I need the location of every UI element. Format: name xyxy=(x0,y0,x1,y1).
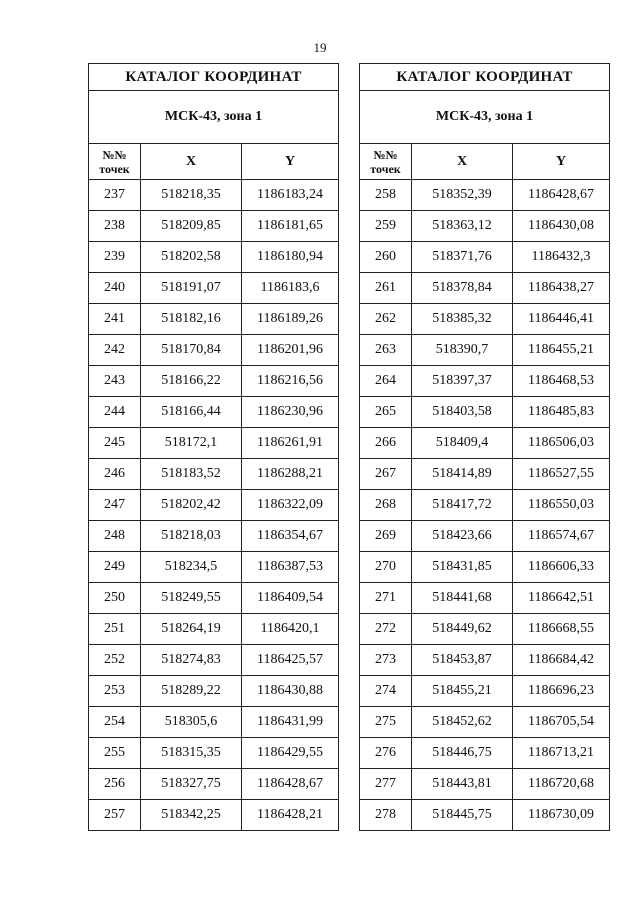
table-row xyxy=(360,521,610,552)
cell-y: 1186230,96 xyxy=(242,397,339,428)
table-row xyxy=(89,242,339,273)
cell-y: 1186288,21 xyxy=(242,459,339,490)
cell-point-number: 256 xyxy=(89,769,141,800)
cell-x: 518352,39 xyxy=(412,180,513,211)
cell-x: 518182,16 xyxy=(141,304,242,335)
table-row xyxy=(89,738,339,769)
cell-point-number: 261 xyxy=(360,273,412,304)
cell-x: 518218,35 xyxy=(141,180,242,211)
table-row xyxy=(89,676,339,707)
cell-point-number: 263 xyxy=(360,335,412,366)
cell-x: 518371,76 xyxy=(412,242,513,273)
cell-y: 1186446,41 xyxy=(513,304,610,335)
cell-y: 1186216,56 xyxy=(242,366,339,397)
cell-x: 518414,89 xyxy=(412,459,513,490)
cell-point-number: 273 xyxy=(360,645,412,676)
cell-y: 1186387,53 xyxy=(242,552,339,583)
cell-point-number: 258 xyxy=(360,180,412,211)
cell-point-number: 265 xyxy=(360,397,412,428)
cell-point-number: 249 xyxy=(89,552,141,583)
cell-point-number: 241 xyxy=(89,304,141,335)
column-header-x: X xyxy=(141,144,242,180)
table-row xyxy=(360,707,610,738)
table-row xyxy=(89,552,339,583)
cell-x: 518202,58 xyxy=(141,242,242,273)
cell-y: 1186430,08 xyxy=(513,211,610,242)
page-number: 19 xyxy=(313,40,327,55)
table-row xyxy=(360,583,610,614)
cell-x: 518455,21 xyxy=(412,676,513,707)
table-row xyxy=(89,769,339,800)
table-row xyxy=(89,800,339,831)
cell-point-number: 237 xyxy=(89,180,141,211)
cell-x: 518234,5 xyxy=(141,552,242,583)
table-row xyxy=(89,304,339,335)
cell-x: 518327,75 xyxy=(141,769,242,800)
table-row xyxy=(360,211,610,242)
cell-y: 1186468,53 xyxy=(513,366,610,397)
cell-y: 1186432,3 xyxy=(513,242,610,273)
cell-y: 1186668,55 xyxy=(513,614,610,645)
table-row xyxy=(89,397,339,428)
table-title: КАТАЛОГ КООРДИНАТ xyxy=(360,64,610,91)
cell-point-number: 278 xyxy=(360,800,412,831)
cell-y: 1186189,26 xyxy=(242,304,339,335)
cell-x: 518378,84 xyxy=(412,273,513,304)
cell-y: 1186438,27 xyxy=(513,273,610,304)
cell-point-number: 259 xyxy=(360,211,412,242)
cell-y: 1186720,68 xyxy=(513,769,610,800)
table-body xyxy=(89,180,339,831)
cell-x: 518170,84 xyxy=(141,335,242,366)
table-row xyxy=(360,800,610,831)
cell-x: 518443,81 xyxy=(412,769,513,800)
cell-x: 518449,62 xyxy=(412,614,513,645)
cell-x: 518452,62 xyxy=(412,707,513,738)
table-row xyxy=(360,614,610,645)
cell-point-number: 244 xyxy=(89,397,141,428)
cell-y: 1186180,94 xyxy=(242,242,339,273)
cell-y: 1186431,99 xyxy=(242,707,339,738)
cell-y: 1186642,51 xyxy=(513,583,610,614)
cell-point-number: 252 xyxy=(89,645,141,676)
cell-x: 518218,03 xyxy=(141,521,242,552)
table-row xyxy=(89,180,339,211)
cell-point-number: 238 xyxy=(89,211,141,242)
cell-x: 518166,22 xyxy=(141,366,242,397)
cell-x: 518390,7 xyxy=(412,335,513,366)
table-row xyxy=(89,428,339,459)
table-subtitle: МСК-43, зона 1 xyxy=(360,91,610,144)
table-row xyxy=(89,273,339,304)
column-header-y: Y xyxy=(242,144,339,180)
cell-y: 1186261,91 xyxy=(242,428,339,459)
cell-x: 518191,07 xyxy=(141,273,242,304)
cell-y: 1186428,67 xyxy=(242,769,339,800)
cell-x: 518315,35 xyxy=(141,738,242,769)
cell-point-number: 251 xyxy=(89,614,141,645)
cell-y: 1186527,55 xyxy=(513,459,610,490)
cell-y: 1186713,21 xyxy=(513,738,610,769)
cell-y: 1186183,6 xyxy=(242,273,339,304)
cell-x: 518445,75 xyxy=(412,800,513,831)
cell-y: 1186550,03 xyxy=(513,490,610,521)
cell-point-number: 239 xyxy=(89,242,141,273)
cell-x: 518274,83 xyxy=(141,645,242,676)
coordinate-catalog-table-right xyxy=(359,63,610,831)
table-row xyxy=(89,707,339,738)
cell-point-number: 268 xyxy=(360,490,412,521)
cell-point-number: 275 xyxy=(360,707,412,738)
table-subtitle: МСК-43, зона 1 xyxy=(89,91,339,144)
table-row xyxy=(360,304,610,335)
cell-point-number: 250 xyxy=(89,583,141,614)
cell-y: 1186455,21 xyxy=(513,335,610,366)
cell-x: 518183,52 xyxy=(141,459,242,490)
cell-point-number: 270 xyxy=(360,552,412,583)
cell-x: 518446,75 xyxy=(412,738,513,769)
table-row xyxy=(360,242,610,273)
column-header-y: Y xyxy=(513,144,610,180)
table-row xyxy=(360,335,610,366)
cell-point-number: 262 xyxy=(360,304,412,335)
cell-point-number: 253 xyxy=(89,676,141,707)
cell-y: 1186684,42 xyxy=(513,645,610,676)
table-row xyxy=(89,583,339,614)
table-row xyxy=(89,459,339,490)
table-row xyxy=(89,335,339,366)
column-header-x: X xyxy=(412,144,513,180)
cell-x: 518305,6 xyxy=(141,707,242,738)
table-row xyxy=(360,428,610,459)
cell-x: 518385,32 xyxy=(412,304,513,335)
cell-y: 1186730,09 xyxy=(513,800,610,831)
cell-x: 518209,85 xyxy=(141,211,242,242)
cell-x: 518397,37 xyxy=(412,366,513,397)
cell-point-number: 257 xyxy=(89,800,141,831)
table-row xyxy=(360,552,610,583)
cell-point-number: 266 xyxy=(360,428,412,459)
cell-y: 1186201,96 xyxy=(242,335,339,366)
cell-point-number: 246 xyxy=(89,459,141,490)
cell-x: 518417,72 xyxy=(412,490,513,521)
cell-x: 518289,22 xyxy=(141,676,242,707)
cell-point-number: 272 xyxy=(360,614,412,645)
cell-x: 518264,19 xyxy=(141,614,242,645)
cell-x: 518202,42 xyxy=(141,490,242,521)
cell-y: 1186428,67 xyxy=(513,180,610,211)
cell-point-number: 255 xyxy=(89,738,141,769)
table-row xyxy=(89,645,339,676)
table-title: КАТАЛОГ КООРДИНАТ xyxy=(89,64,339,91)
cell-y: 1186425,57 xyxy=(242,645,339,676)
cell-y: 1186183,24 xyxy=(242,180,339,211)
cell-point-number: 269 xyxy=(360,521,412,552)
cell-point-number: 276 xyxy=(360,738,412,769)
table-row xyxy=(89,211,339,242)
cell-y: 1186322,09 xyxy=(242,490,339,521)
cell-point-number: 242 xyxy=(89,335,141,366)
coordinate-catalog-table-left xyxy=(88,63,339,831)
cell-x: 518363,12 xyxy=(412,211,513,242)
table-row xyxy=(360,490,610,521)
cell-point-number: 243 xyxy=(89,366,141,397)
table-row xyxy=(360,273,610,304)
table-row xyxy=(89,614,339,645)
cell-point-number: 245 xyxy=(89,428,141,459)
cell-y: 1186696,23 xyxy=(513,676,610,707)
cell-x: 518431,85 xyxy=(412,552,513,583)
table-row xyxy=(360,676,610,707)
table-row xyxy=(360,738,610,769)
table-row xyxy=(89,366,339,397)
cell-point-number: 271 xyxy=(360,583,412,614)
cell-x: 518423,66 xyxy=(412,521,513,552)
cell-y: 1186485,83 xyxy=(513,397,610,428)
table-row xyxy=(360,366,610,397)
table-body xyxy=(360,180,610,831)
table-row xyxy=(89,490,339,521)
cell-point-number: 274 xyxy=(360,676,412,707)
cell-x: 518249,55 xyxy=(141,583,242,614)
cell-y: 1186354,67 xyxy=(242,521,339,552)
cell-y: 1186430,88 xyxy=(242,676,339,707)
table-row xyxy=(360,459,610,490)
cell-y: 1186705,54 xyxy=(513,707,610,738)
cell-x: 518409,4 xyxy=(412,428,513,459)
cell-x: 518172,1 xyxy=(141,428,242,459)
cell-y: 1186409,54 xyxy=(242,583,339,614)
cell-y: 1186181,65 xyxy=(242,211,339,242)
cell-point-number: 277 xyxy=(360,769,412,800)
cell-y: 1186574,67 xyxy=(513,521,610,552)
cell-point-number: 254 xyxy=(89,707,141,738)
table-row xyxy=(360,645,610,676)
cell-y: 1186429,55 xyxy=(242,738,339,769)
table-row xyxy=(360,769,610,800)
cell-point-number: 247 xyxy=(89,490,141,521)
cell-x: 518403,58 xyxy=(412,397,513,428)
cell-point-number: 260 xyxy=(360,242,412,273)
cell-x: 518453,87 xyxy=(412,645,513,676)
column-header-point-number: №№ точек xyxy=(89,144,141,180)
cell-x: 518342,25 xyxy=(141,800,242,831)
cell-y: 1186606,33 xyxy=(513,552,610,583)
cell-y: 1186420,1 xyxy=(242,614,339,645)
table-row xyxy=(360,397,610,428)
cell-y: 1186428,21 xyxy=(242,800,339,831)
table-row xyxy=(89,521,339,552)
cell-y: 1186506,03 xyxy=(513,428,610,459)
table-row xyxy=(360,180,610,211)
column-header-point-number: №№ точек xyxy=(360,144,412,180)
cell-x: 518441,68 xyxy=(412,583,513,614)
cell-point-number: 240 xyxy=(89,273,141,304)
cell-x: 518166,44 xyxy=(141,397,242,428)
cell-point-number: 248 xyxy=(89,521,141,552)
cell-point-number: 264 xyxy=(360,366,412,397)
cell-point-number: 267 xyxy=(360,459,412,490)
